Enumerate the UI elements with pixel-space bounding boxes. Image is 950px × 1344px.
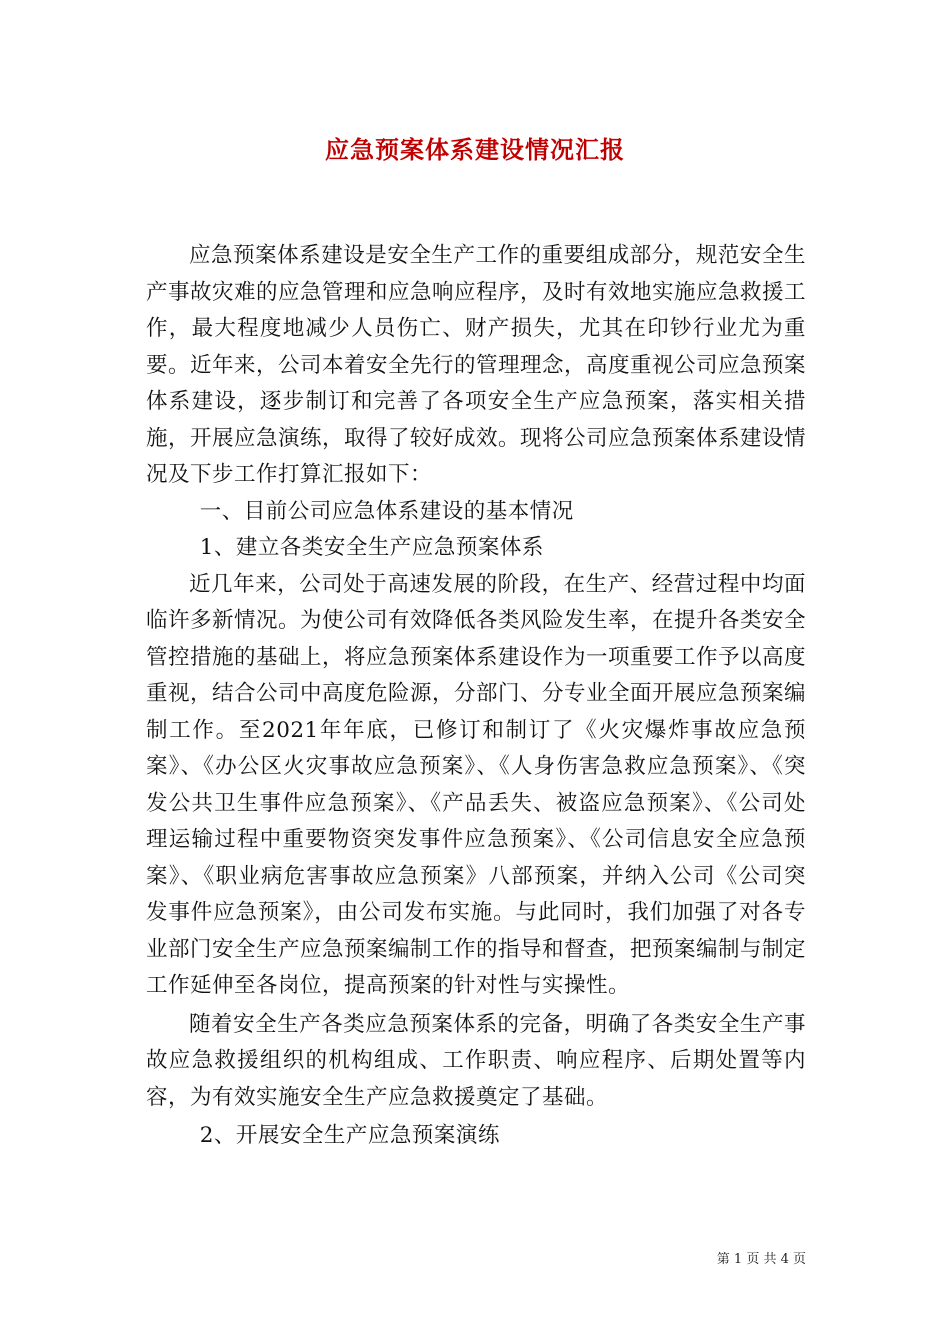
- paragraph-summary: 随着安全生产各类应急预案体系的完备，明确了各类安全生产事故应急救援组织的机构组成、工作职责、响应程序、后期处置等内容，为有效实施安全生产应急救援奠定了基础。: [146, 1011, 806, 1110]
- paragraph-plans: 近几年来，公司处于高速发展的阶段，在生产、经营过程中均面临许多新情况。为使公司有效降低各类风险发生率，在提升各类安全管控措施的基础上，将应急预案体系建设作为一项重要工作予以高度重视，结合公司中高度危险源，分部门、分专业全面开展应急预案编制工作。至2021年年底，已修订和制订了《火灾爆炸事故应急预案》、《办公区火灾事故应急预案》、《人身伤害急救应急预案》、《突发公共卫生事件应急预案》、《产品丢失、被盗应急预案》、《公司处理运输过程中重要物资突发事件应急预案》、《公司信息安全应急预案》、《职业病危害事故应急预案》八部预案，并纳入公司《公司突发事件应急预案》，由公司发布实施。与此同时，我们加强了对各专业部门安全生产应急预案编制工作的指导和督查，把预案编制与制定工作延伸至各岗位，提高预案的针对性与实操性。: [146, 571, 807, 998]
- document-title: 应急预案体系建设情况汇报: [325, 135, 625, 164]
- page-number: 第 1 页 共 4 页: [716, 1252, 806, 1267]
- section-heading-1: 一、目前公司应急体系建设的基本情况: [199, 498, 574, 524]
- subsection-heading-1: 1、建立各类安全生产应急预案体系: [199, 535, 544, 560]
- document-body: [146, 238, 806, 1155]
- paragraph-intro: 应急预案体系建设是安全生产工作的重要组成部分，规范安全生产事故灾难的应急管理和应急响应程序，及时有效地实施应急救援工作，最大程度地减少人员伤亡、财产损失，尤其在印钞行业尤为重要。近年来，公司本着安全先行的管理理念，高度重视公司应急预案体系建设，逐步制订和完善了各项安全生产应急预案，落实相关措施，开展应急演练，取得了较好成效。现将公司应急预案体系建设情况及下步工作打算汇报如下：: [146, 243, 807, 487]
- subsection-heading-2: 2、开展安全生产应急预案演练: [199, 1123, 500, 1148]
